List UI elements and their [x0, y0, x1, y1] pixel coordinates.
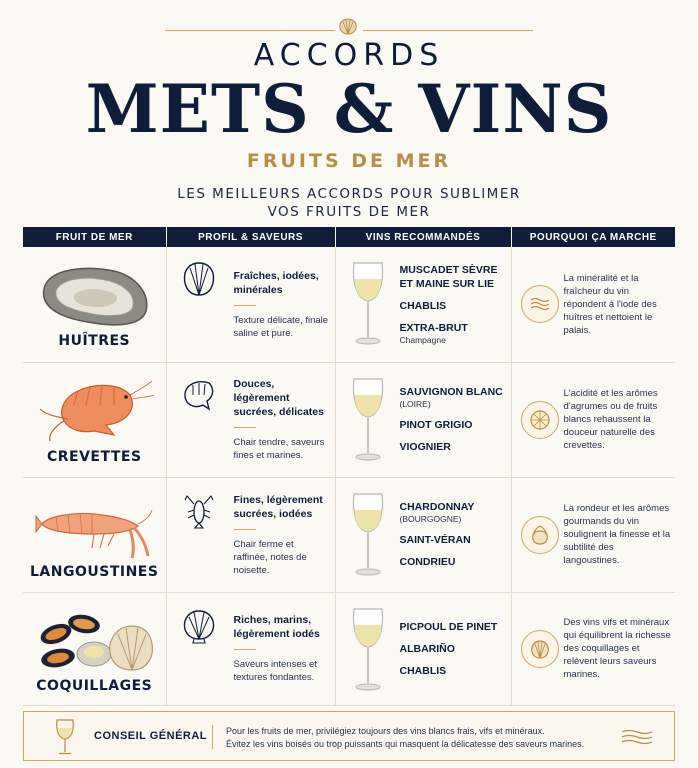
header-rule-right [363, 30, 533, 31]
shrimp-icon [179, 375, 219, 415]
profile-divider [234, 427, 256, 428]
advice-divider [212, 725, 213, 749]
shrimp-illustration [34, 375, 154, 447]
wine-name: CONDRIEU [399, 556, 456, 568]
column-header-food: FRUIT DE MER [23, 227, 166, 247]
why-text: La rondeur et les arômes gourmands du vin soulignent la finesse et la subtilité des langoustines. [563, 503, 671, 566]
header-kicker: ACCORDS [253, 38, 445, 73]
profile-cell [166, 362, 335, 477]
table-header-row [23, 227, 675, 247]
wines-cell [335, 592, 511, 705]
tagline [0, 185, 698, 221]
column-header-profile: PROFIL & SAVEURS [166, 227, 335, 247]
shellfish-illustration [34, 604, 154, 676]
food-cell [23, 477, 166, 592]
wine-item [400, 642, 511, 656]
wine-name: MUSCADET SÈVRE ET MAINE SUR LIE [399, 263, 498, 290]
profile-main: Fraîches, iodées, minérales [233, 269, 319, 296]
wine-item [400, 263, 511, 291]
wines-cell [335, 247, 511, 362]
hazelnut-icon [529, 524, 551, 546]
wine-name: CHABLIS [399, 664, 447, 677]
wine-glass-icon [350, 605, 386, 695]
advice-text-line-2: Évitez les vins boisés ou trop puissants qui masquent la délicatesse des saveurs marines. [226, 739, 585, 749]
wine-name: SAUVIGNON BLANC [399, 386, 503, 398]
wine-name: VIOGNIER [399, 441, 451, 453]
wine-item [400, 533, 511, 547]
waves-icon [620, 728, 654, 746]
scallop-shell-icon [529, 638, 551, 660]
food-name: LANGOUSTINES [30, 563, 159, 580]
wines-cell [335, 362, 511, 477]
profile-cell [166, 247, 335, 362]
scallop-shell-icon [179, 259, 219, 299]
advice-label: CONSEIL GÉNÉRAL [94, 730, 208, 742]
profile-detail: Chair tendre, saveurs fines et marines. [233, 437, 325, 461]
profile-divider [234, 305, 256, 306]
wine-glass-icon [350, 375, 386, 465]
wine-glass-icon [350, 490, 386, 580]
table-row [23, 477, 675, 592]
food-cell [23, 247, 166, 362]
wine-name: CHABLIS [399, 299, 447, 312]
wine-glass-icon [54, 718, 76, 756]
wine-glass-icon [350, 259, 386, 349]
wine-item [400, 555, 511, 569]
pairing-table [23, 227, 675, 706]
wine-name: PICPOUL DE PINET [399, 620, 498, 633]
page-subtitle: FRUITS DE MER [246, 150, 452, 172]
table-row [23, 362, 675, 477]
column-header-wines: VINS RECOMMANDÉS [335, 227, 511, 247]
wine-name: SAINT-VÉRAN [399, 534, 471, 546]
profile-detail: Texture délicate, finale saline et pure. [233, 314, 329, 339]
why-icon-badge [521, 516, 559, 554]
why-text: L'acidité et les arômes d'agrumes ou de fruits blancs rehaussent la douceur naturelle des crevettes. [563, 388, 658, 451]
why-icon-badge [521, 401, 559, 439]
why-cell [511, 247, 675, 362]
profile-main: Riches, marins, légèrement iodés [233, 614, 320, 640]
profile-divider [234, 529, 256, 530]
header [0, 0, 698, 225]
wine-name: CHARDONNAY [399, 501, 475, 513]
wine-list [400, 263, 511, 346]
profile-divider [234, 649, 256, 650]
header-rule-left [165, 30, 335, 31]
wine-item [400, 299, 511, 313]
wine-item [400, 664, 511, 678]
wine-item [400, 321, 511, 346]
wine-item [400, 440, 511, 454]
food-name: CREVETTES [46, 448, 142, 465]
scallop-shell-icon [179, 605, 219, 645]
why-cell [511, 592, 675, 705]
wine-item [400, 385, 511, 410]
profile-cell [166, 592, 335, 705]
wine-name: EXTRA-BRUT [399, 321, 468, 334]
wine-note: Champagne [399, 334, 446, 345]
profile-cell [166, 477, 335, 592]
waves-icon [529, 293, 551, 315]
why-icon-badge [521, 630, 559, 668]
profile-main: Fines, légèrement sucrées, iodées [233, 493, 323, 520]
profile-main: Douces, légèrement sucrées, délicates [233, 378, 324, 418]
profile-detail: Chair ferme et raffinée, notes de noisette. [233, 538, 307, 576]
why-cell [511, 362, 675, 477]
wine-note: (LOIRE) [399, 399, 431, 409]
food-name: COQUILLAGES [36, 677, 153, 694]
food-cell [23, 592, 166, 705]
tagline-line-2: VOS FRUITS DE MER [267, 204, 431, 220]
tagline-line-1: LES MEILLEURS ACCORDS POUR SUBLIMER [177, 186, 521, 202]
profile-detail: Saveurs intenses et textures fondantes. [233, 659, 317, 683]
langoustine-icon [179, 490, 219, 530]
why-cell [511, 477, 675, 592]
why-icon-badge [521, 285, 559, 323]
wine-item [400, 418, 511, 432]
wine-name: PINOT GRIGIO [399, 419, 473, 431]
wine-list [400, 385, 511, 454]
wine-note: (BOURGOGNE) [399, 514, 462, 524]
wine-item [400, 620, 511, 634]
table-row [23, 247, 675, 362]
langoustine-illustration [34, 490, 154, 562]
wine-name: ALBARIÑO [399, 642, 455, 655]
advice-text-line-1: Pour les fruits de mer, privilégiez toujours des vins blancs frais, vifs et minéraux. [226, 726, 545, 736]
wines-cell [335, 477, 511, 592]
lemon-slice-icon [529, 409, 551, 431]
food-name: HUÎTRES [58, 333, 131, 350]
advice-text [226, 725, 606, 751]
food-cell [23, 362, 166, 477]
why-text: La minéralité et la fraîcheur du vin répondent à l'iode des huîtres et nettoient le palais. [563, 272, 657, 336]
column-header-why: POURQUOI ÇA MARCHE [511, 227, 675, 247]
page-title: METS & VINS [85, 70, 613, 148]
why-text: Des vins vifs et minéraux qui équilibrent la richesse des coquillages et relèvent leurs saveurs marines. [563, 617, 671, 680]
table-row [23, 592, 675, 705]
wine-list [400, 620, 511, 678]
scallop-shell-icon [337, 18, 359, 36]
oyster-illustration [34, 259, 154, 331]
wine-list [400, 500, 511, 569]
general-advice-box [23, 711, 675, 761]
wine-item [400, 500, 511, 525]
